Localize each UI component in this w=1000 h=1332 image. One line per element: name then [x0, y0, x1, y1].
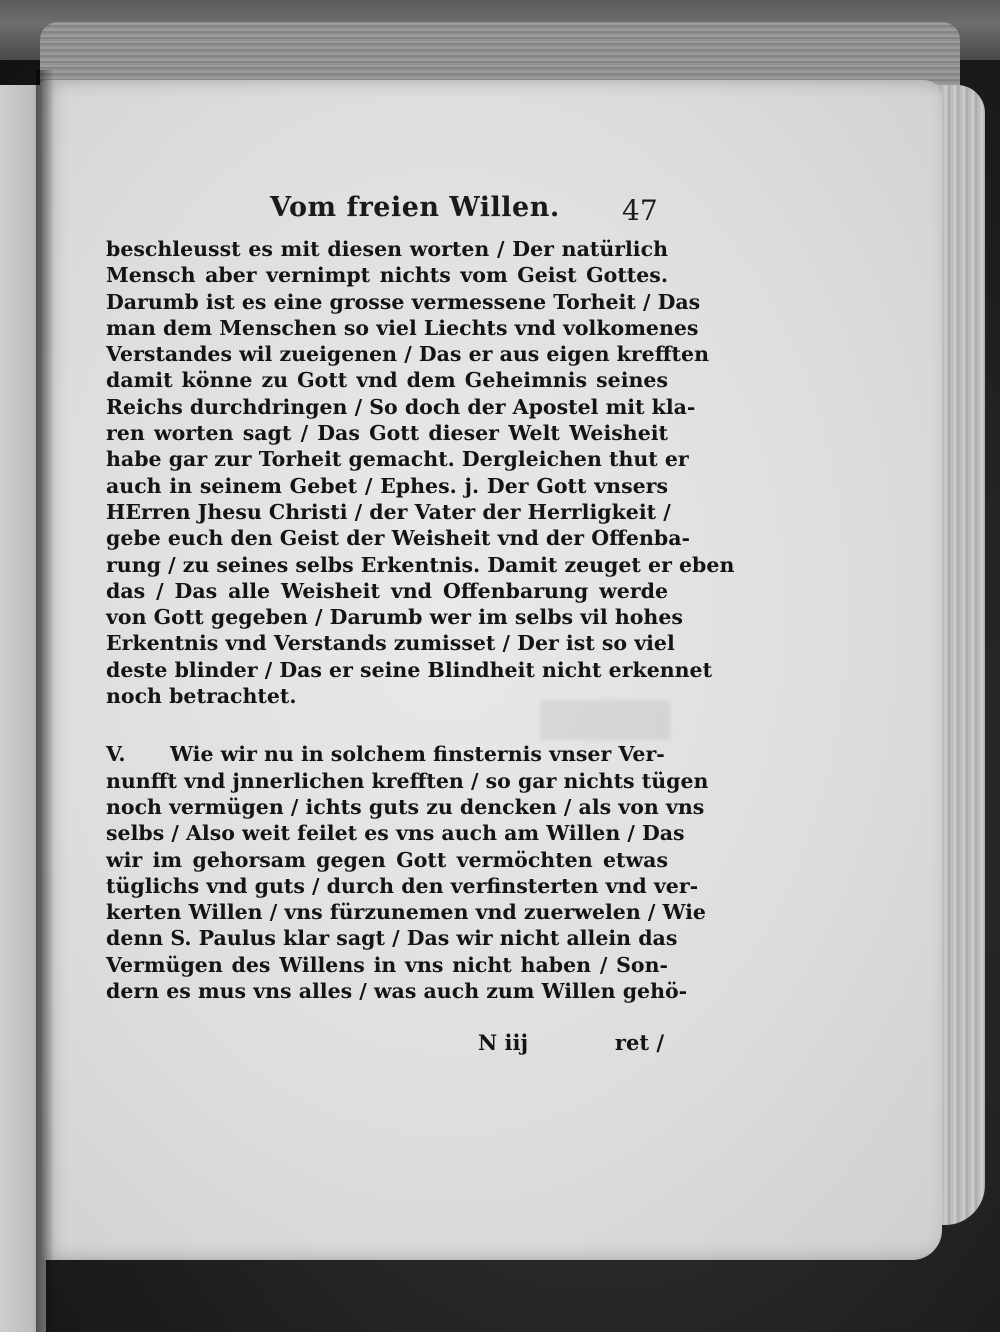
text-line: beschleusst es mit diesen worten / Der natürlich — [106, 237, 668, 261]
text-line: auch in seinem Gebet / Ephes. j. Der Gott vnsers — [106, 473, 668, 498]
paragraph-2 — [106, 741, 709, 1004]
text-line: Darumb ist es eine grosse vermessene Torheit / Das — [106, 289, 701, 314]
text-line: gebe euch den Geist der Weisheit vnd der Offenba- — [106, 526, 690, 551]
section-number: V. — [106, 742, 126, 767]
text-line: Vermügen des Willens in vns nicht haben / Son- — [106, 952, 668, 977]
body-text — [106, 236, 735, 1004]
text-line: ren worten sagt / Das Gott dieser Welt Weisheit — [106, 421, 668, 446]
text-line: wir im gehorsam gegen Gott vermöchten etwas — [106, 847, 668, 872]
text-line: HErren Jhesu Christi / der Vater der Herrligkeit / — [106, 499, 671, 524]
text-line: noch betrachtet. — [106, 684, 297, 709]
text-line: man dem Menschen so viel Liechts vnd volkomenes — [106, 315, 699, 340]
catchword: ret / — [614, 1030, 664, 1055]
text-line: Erkentnis vnd Verstands zumisset / Der ist so viel — [106, 631, 675, 656]
text-line: tüglichs vnd guts / durch den verfinsterten vnd ver- — [106, 873, 699, 898]
text-line: selbs / Also weit feilet es vns auch am Willen / Das — [106, 821, 685, 846]
text-line: Reichs durchdringen / So doch der Apostel mit kla- — [106, 394, 696, 419]
page-number: 47 — [622, 194, 658, 227]
text-line: damit könne zu Gott vnd dem Geheimnis seines — [106, 368, 668, 393]
paragraph-gap — [106, 709, 668, 741]
page-footer — [106, 1030, 668, 1064]
text-line: Mensch aber vernimpt nichts vom Geist Gottes. — [106, 263, 668, 288]
spine-shadow — [36, 70, 54, 1332]
running-head: Vom freien Willen. — [270, 192, 560, 223]
text-line: Verstandes wil zueigenen / Das er aus eigen krefften — [106, 342, 709, 367]
paragraph-1 — [106, 236, 735, 709]
text-line: von Gott gegeben / Darumb wer im selbs vil hohes — [106, 605, 683, 630]
text-line: dern es mus vns alles / was auch zum Willen gehö- — [106, 979, 688, 1004]
text-line: deste blinder / Das er seine Blindheit nicht erkennet — [106, 657, 713, 682]
text-line: noch vermügen / ichts guts zu dencken / als von vns — [106, 794, 705, 819]
text-line — [106, 741, 668, 767]
text-line: rung / zu seines selbs Erkentnis. Damit zeuget er eben — [106, 552, 735, 577]
signature-mark: N iij — [478, 1030, 529, 1055]
text-line-content: Wie wir nu in solchem finsternis vnser Ver- — [170, 742, 665, 767]
text-line: das / Das alle Weisheit vnd Offenbarung werde — [106, 578, 668, 603]
text-line: kerten Willen / vns fürzunemen vnd zuerwelen / Wie — [106, 900, 706, 925]
text-line: denn S. Paulus klar sagt / Das wir nicht allein das — [106, 926, 678, 951]
text-line: nunfft vnd jnnerlichen krefften / so gar nichts tügen — [106, 768, 709, 793]
text-line: habe gar zur Torheit gemacht. Dergleichen thut er — [106, 447, 689, 472]
